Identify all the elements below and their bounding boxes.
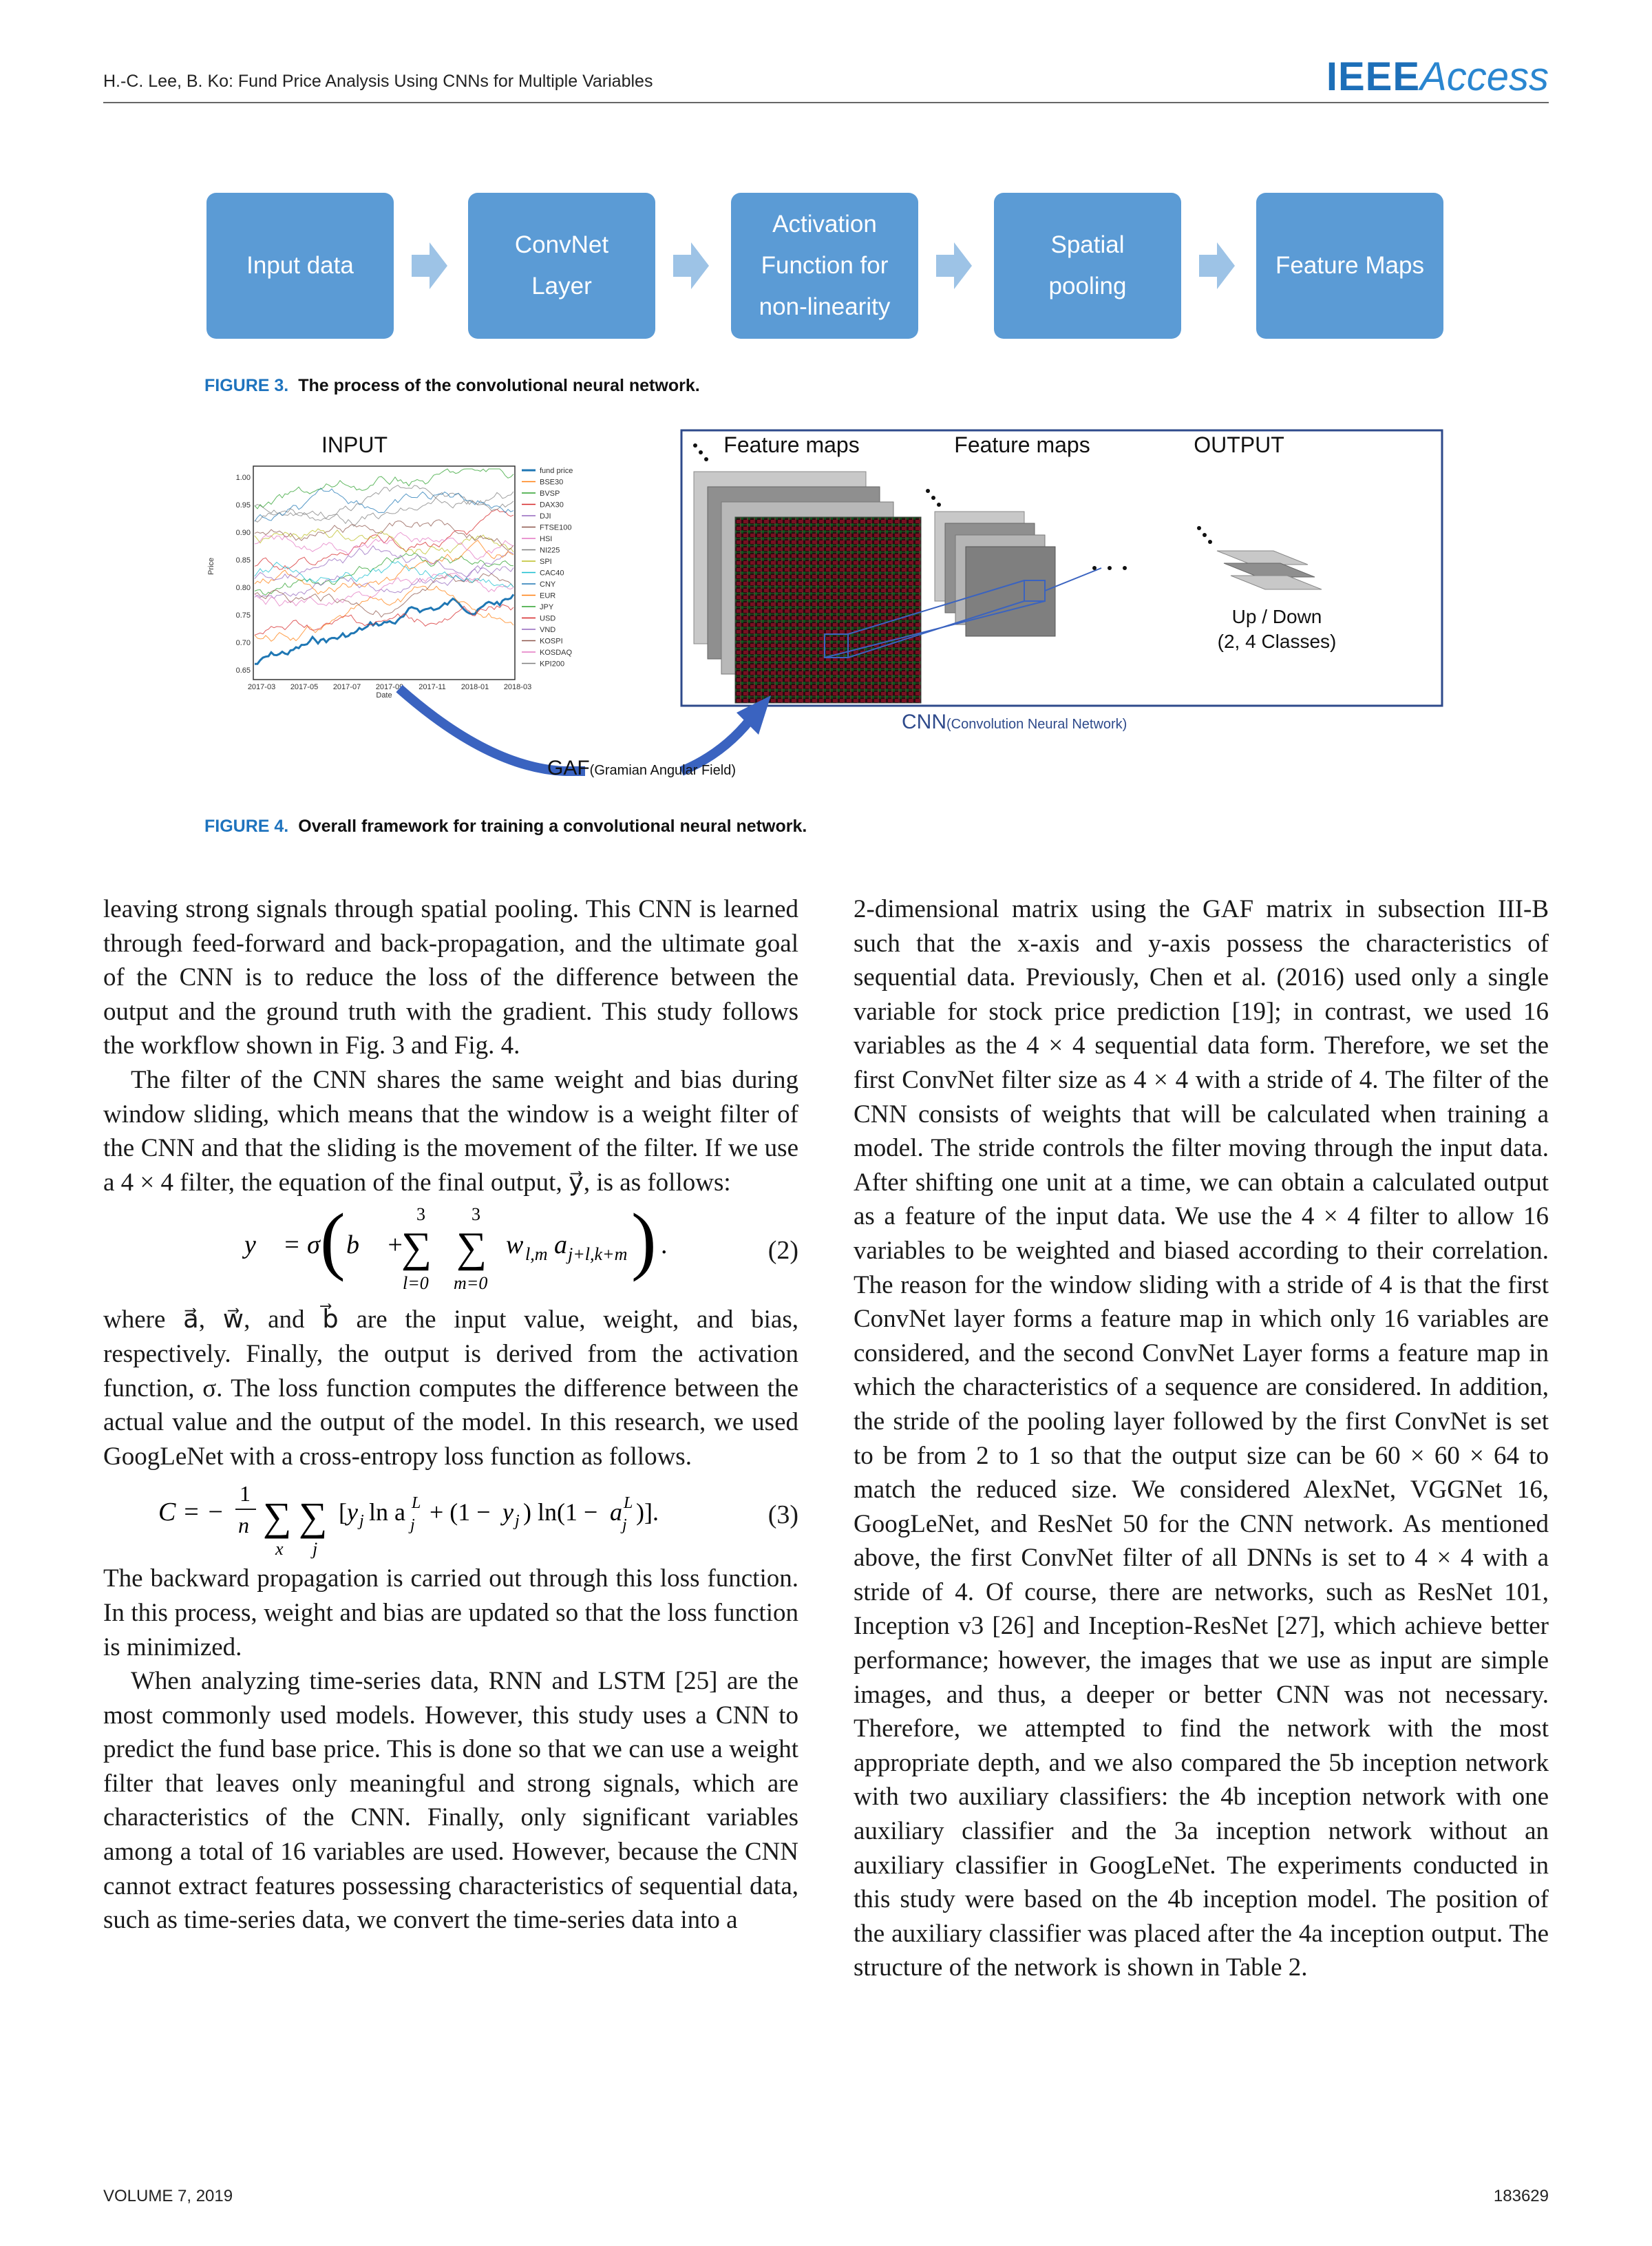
header-rule: [103, 102, 1549, 103]
legend-label: USD: [540, 614, 556, 623]
svg-text:x: x: [275, 1539, 284, 1560]
figure-4-caption: [204, 817, 807, 837]
flow-box-activation: Activation Function for non-linearity: [731, 193, 918, 339]
svg-text:b⃗ +: b⃗ +: [346, 1230, 404, 1260]
legend-label: CNY: [540, 580, 556, 589]
flow-arrow-icon: [673, 242, 709, 289]
svg-text:3: 3: [472, 1204, 480, 1225]
right-column: [854, 892, 1549, 1985]
logo-access: Access: [1420, 54, 1549, 99]
legend-label: CAC40: [540, 569, 564, 578]
equation-2-body: [103, 1199, 798, 1312]
legend-label: FTSE100: [540, 523, 572, 532]
svg-text:a: a: [554, 1230, 567, 1260]
svg-text:j: j: [515, 1512, 520, 1531]
cnn-label-main: CNN: [902, 711, 946, 733]
legend-label: KPI200: [540, 660, 565, 669]
cnn-label: [902, 711, 1127, 733]
y-tick-label: 0.65: [235, 667, 251, 675]
svg-text:ln a: ln a: [369, 1498, 405, 1526]
flow-box-input-data: Input data: [206, 193, 394, 339]
feature-maps-1-title: Feature maps: [723, 432, 860, 457]
paragraph: The filter of the CNN shares the same weight and bias during window sliding, which means that the window is a weight filter of the CNN and that the sliding is the movement of the filter. If we use a 4 × 4 filter, the equation of the final output, y⃗, is as follows:: [103, 1065, 798, 1197]
flow-box-feature-maps: Feature Maps: [1256, 193, 1443, 339]
logo-ieee: IEEE: [1326, 54, 1421, 99]
chart-frame: [253, 466, 515, 680]
x-tick-label: 2017-07: [332, 683, 361, 691]
svg-text:) ln(1 −: ) ln(1 −: [523, 1498, 598, 1526]
svg-text:[: [: [339, 1498, 347, 1526]
svg-text:+ (1 −: + (1 −: [430, 1498, 491, 1526]
svg-text:l=0: l=0: [403, 1273, 429, 1294]
svg-text:y: y: [347, 1498, 358, 1526]
flow-arrow-icon: [1199, 242, 1235, 289]
flow-box-convnet-layer: ConvNet Layer: [468, 193, 655, 339]
svg-text:a: a: [610, 1498, 622, 1526]
input-chart: [207, 466, 573, 700]
cnn-label-sub: (Convolution Neural Network): [946, 717, 1127, 732]
svg-text:j+l,k+m: j+l,k+m: [568, 1244, 628, 1265]
input-title: INPUT: [321, 432, 388, 457]
svg-text:∑: ∑: [456, 1224, 487, 1272]
svg-text:∑: ∑: [263, 1494, 292, 1540]
paragraph: where a⃗, w⃗, and b⃗ are the input value, weight, and bias, respectively. Finally, the output is derived from the activation function, σ. The loss function computes the difference between the actual value and the output of the model. In this research, we used GoogLeNet with a cross-entropy loss function as follows.: [103, 1305, 798, 1471]
gaf-label-sub: (Gramian Angular Field): [589, 763, 736, 778]
feature-maps-2-title: Feature maps: [954, 432, 1090, 457]
y-tick-label: 0.85: [235, 556, 251, 565]
flow-arrow-icon: [412, 242, 447, 289]
legend-label: KOSDAQ: [540, 649, 573, 657]
figure-3-caption-text: The process of the convolutional neural network.: [298, 376, 700, 395]
legend-label: SPI: [540, 558, 552, 566]
legend-label: BVSP: [540, 490, 560, 498]
legend-label: JPY: [540, 603, 554, 611]
svg-text:y: y: [502, 1498, 513, 1526]
svg-text:(: (: [320, 1199, 346, 1283]
paragraph: The backward propagation is carried out through this loss function. In this process, weight and bias are updated so that the loss function is minimized.: [103, 1564, 798, 1661]
figure-3-caption: [204, 376, 700, 396]
x-tick-label: 2018-03: [503, 683, 532, 691]
legend-label: DAX30: [540, 501, 564, 510]
legend-label: DJI: [540, 512, 551, 521]
x-axis-label: Date: [376, 691, 392, 700]
flow-arrow-icon: [936, 242, 972, 289]
y-tick-label: 1.00: [235, 474, 251, 482]
figure-3-label: FIGURE 3.: [204, 376, 289, 395]
svg-text:w: w: [506, 1230, 524, 1260]
output-classes: (2, 4 Classes): [1217, 631, 1337, 652]
legend-label: HSI: [540, 535, 553, 543]
x-tick-label: 2017-05: [290, 683, 319, 691]
y-axis-label: Price: [207, 557, 215, 575]
equation-2-number: (2): [767, 1236, 798, 1266]
running-head: H.-C. Lee, B. Ko: Fund Price Analysis Using CNNs for Multiple Variables: [103, 72, 653, 91]
legend-label: BSE30: [540, 478, 564, 487]
y-tick-label: 0.70: [235, 639, 251, 647]
output-up-down: Up / Down: [1231, 606, 1322, 627]
svg-text:y⃗ = σ: y⃗ = σ: [244, 1230, 320, 1260]
paragraph: leaving strong signals through spatial pooling. This CNN is learned through feed-forward and back-propagation, and the ultimate goal of the CNN is to reduce the loss of the difference between the output and the ground truth with the gradient. This study follows the workflow shown in Fig. 3 and Fig. 4.: [103, 895, 798, 1060]
figure-4-label: FIGURE 4.: [204, 817, 289, 836]
x-tick-label: 2018-01: [460, 683, 489, 691]
svg-text:∑: ∑: [299, 1494, 328, 1540]
gaf-image: [735, 517, 921, 703]
x-tick-label: 2017-03: [247, 683, 276, 691]
svg-text:): ): [631, 1199, 657, 1283]
legend-label: EUR: [540, 591, 556, 600]
footer-volume: VOLUME 7, 2019: [103, 2187, 233, 2205]
svg-text:l,m: l,m: [525, 1244, 548, 1265]
svg-text:)].: )].: [636, 1498, 659, 1526]
svg-text:j: j: [313, 1539, 318, 1560]
svg-text:1: 1: [240, 1481, 251, 1507]
output-title: OUTPUT: [1194, 432, 1284, 457]
equation-3-number: (3): [767, 1500, 798, 1530]
svg-text:.: .: [661, 1230, 668, 1260]
svg-text:m=0: m=0: [454, 1273, 488, 1294]
equation-3-body: [158, 1473, 798, 1571]
svg-text:j: j: [622, 1516, 627, 1535]
svg-text:j: j: [410, 1516, 415, 1535]
paragraph: 2-dimensional matrix using the GAF matrix in subsection III-B such that the x-axis and y-axis possess the characteristics of sequential data. Previously, Chen et al. (2016) used only a single variable for stock price prediction [19]; in contrast, we used 16 variables as the 4 × 4 sequential data form. Therefore, we set the first ConvNet filter size as 4 × 4 with a stride of 4. The filter of the CNN consists of weights that will be calculated when training a model. The stride controls the filter moving through the input data. After shifting one unit at a time, we can obtain a calculated output as a feature of the input data. We use the 4 × 4 filter to allow 16 variables to be weighted and biased according to their correlation. The reason for the window sliding with a stride of 4 is that the first ConvNet layer forms a feature map in which only 16 variables are considered, and the second ConvNet Layer forms a feature map in which the characteristics of a sequence are considered. In addition, the stride of the pooling layer followed by the first ConvNet is set to be from 2 to 1 so that the output size can be 60 × 60 × 64 to match the reduced size. We considered AlexNet, VGGNet 16, GoogLeNet, and ResNet 50 for the CNN network. As mentioned above, the first ConvNet filter of all DNNs is set to 4 × 4 with a stride of 4. Of course, there are networks, such as ResNet 101, Inception v3 [26] and Inception-ResNet [27], which achieve better performance; however, the images that we use as input are simple images, and thus, a deeper or better CNN was not necessary. Therefore, we attempted to find the network with the most appropriate depth, and we also compared the 5b inception network with two auxiliary classifiers: the 4b inception network with one auxiliary classifier and the 3a inception network without an auxiliary classifier in GoogLeNet. The experiments conducted in this study were based on the 4b inception model. The position of the auxiliary classifier was placed after the 4a inception output. The structure of the network is shown in Table 2.: [854, 895, 1549, 1982]
footer-page-number: 183629: [1493, 2187, 1549, 2205]
equation-2: [103, 1199, 798, 1303]
legend-label: VND: [540, 626, 556, 634]
ieee-access-logo: [1326, 54, 1549, 100]
left-column: [103, 892, 798, 1938]
paragraph: When analyzing time-series data, RNN and LSTM [25] are the most commonly used models. However, this study uses a CNN to predict the fund base price. This is done so that we can use a weight filter that leaves only meaningful and strong signals, which are characteristics of the CNN. Finally, only significant variables among a total of 16 variables are used. However, because the CNN cannot extract features possessing characteristics of sequential data, such as time-series data, we convert the time-series data into a: [103, 1667, 798, 1935]
svg-text:j: j: [359, 1512, 364, 1531]
y-tick-label: 0.75: [235, 611, 251, 620]
x-tick-label: 2017-09: [375, 683, 404, 691]
figure-4-caption-text: Overall framework for training a convolutional neural network.: [298, 817, 807, 836]
svg-text:L: L: [412, 1494, 421, 1513]
gaf-label-main: GAF: [547, 757, 590, 779]
y-tick-label: 0.95: [235, 501, 251, 510]
svg-text:n: n: [238, 1513, 249, 1538]
svg-text:C = −: C = −: [158, 1498, 224, 1527]
flow-box-spatial-pooling: Spatial pooling: [994, 193, 1181, 339]
legend-label: fund price: [540, 467, 573, 475]
y-tick-label: 0.90: [235, 529, 251, 537]
figure-4: [200, 423, 1452, 799]
legend-label: KOSPI: [540, 637, 563, 646]
feature-map-layer: [966, 547, 1055, 636]
x-tick-label: 2017-11: [419, 683, 446, 691]
equation-3: [103, 1473, 798, 1562]
svg-text:∑: ∑: [401, 1224, 432, 1272]
y-tick-label: 0.80: [235, 584, 251, 592]
svg-text:3: 3: [416, 1204, 425, 1225]
legend-label: NI225: [540, 546, 560, 555]
svg-text:L: L: [624, 1494, 633, 1513]
